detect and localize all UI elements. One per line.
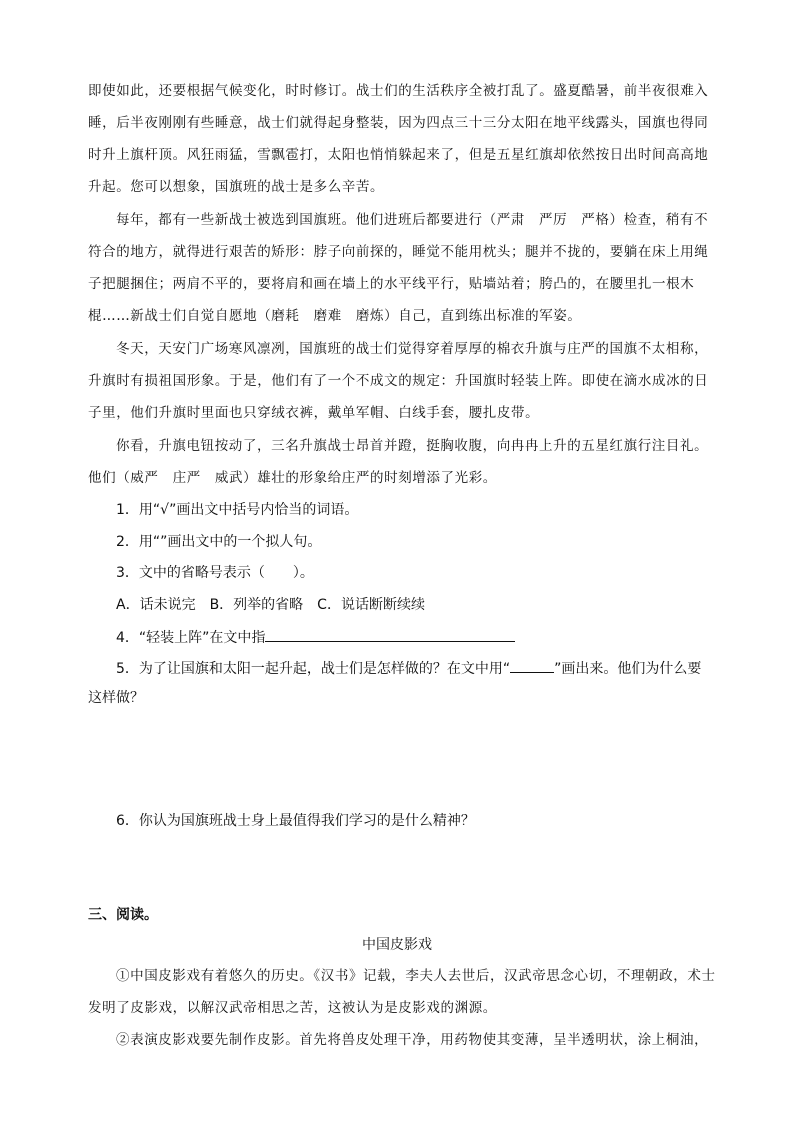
reading-line: 发明了皮影戏，以解汉武帝相思之苦，这被认为是皮影戏的渊源。: [88, 1000, 497, 1016]
answer-blank[interactable]: [265, 627, 515, 642]
question-1: 1．用“√”画出文中括号内恰当的词语。: [116, 502, 359, 518]
underline-sample: [510, 658, 554, 673]
question-5-continued: 这样做？: [88, 690, 144, 706]
passage-line: 你看，升旗电钮按动了，三名升旗战士昂首并蹬，挺胸收腹，向冉冉上升的五星红旗行注目礼。: [116, 438, 709, 454]
reading-title: 中国皮影戏: [362, 937, 432, 953]
question-4-text: 4．“轻装上阵”在文中指: [116, 630, 266, 646]
passage-line: 符合的地方，就得进行艰苦的矫形：脖子向前探的，睡觉不能用枕头；腿并不拢的，要躺在床上用绳: [88, 244, 709, 260]
passage-line: 他们（威严 庄严 威武）雄壮的形象给庄严的时刻增添了光彩。: [88, 470, 497, 486]
question-5-text-a: 5．为了让国旗和太阳一起升起，战士们是怎样做的？在文中用“: [116, 661, 511, 677]
question-6: 6．你认为国旗班战士身上最值得我们学习的是什么精神？: [116, 813, 475, 829]
question-5-text-b: ”画出来。他们为什么要: [554, 661, 702, 677]
reading-line: ②表演皮影戏要先制作皮影。首先将兽皮处理干净，用药物使其变薄，呈半透明状，涂上桐油，: [116, 1032, 709, 1048]
passage-line: 睡，后半夜刚刚有些睡意，战士们就得起身整装，因为四点三十三分太阳在地平线露头，国旗也得同: [88, 115, 709, 131]
question-3: 3．文中的省略号表示（ ）。: [116, 565, 314, 581]
question-3-options: A．话未说完 B．列举的省略 C．说话断断续续: [116, 597, 425, 613]
passage-line: 时升上旗杆顶。风狂雨猛，雪飘雹打，太阳也悄悄躲起来了，但是五星红旗却依然按日出时间高高地: [88, 147, 709, 163]
question-2: 2．用“”画出文中的一个拟人句。: [116, 534, 322, 550]
passage-line: 子把腿捆住；两肩不平的，要将肩和画在墙上的水平线平行，贴墙站着；胯凸的，在腰里扎一根木: [88, 276, 695, 292]
passage-line: 升旗时有损祖国形象。于是，他们有了一个不成文的规定：升国旗时轻装上阵。即使在滴水成冰的日: [88, 373, 709, 389]
question-5: [116, 658, 701, 679]
passage-line: 每年，都有一些新战士被选到国旗班。他们进班后都要进行（严肃 严厉 严格）检查，稍有不: [116, 212, 709, 228]
section-heading: 三、阅读。: [88, 907, 158, 923]
passage-line: 升起。您可以想象，国旗班的战士是多么辛苦。: [88, 179, 385, 195]
passage-line: 棍……新战士们自觉自愿地（磨耗 磨难 磨炼）自己，直到练出标准的军姿。: [88, 308, 582, 324]
question-4: [116, 627, 515, 648]
passage-line: 冬天，天安门广场寒风凛冽，国旗班的战士们觉得穿着厚厚的棉衣升旗与庄严的国旗不太相称，: [116, 341, 709, 357]
passage-line: 即使如此，还要根据气候变化，时时修订。战士们的生活秩序全被打乱了。盛夏酷暑，前半夜很难入: [88, 83, 709, 99]
reading-line: ①中国皮影戏有着悠久的历史。《汉书》记载，李夫人去世后，汉武帝思念心切，不理朝政，术士: [116, 968, 716, 984]
passage-line: 子里，他们升旗时里面也只穿绒衣裤，戴单军帽、白线手套，腰扎皮带。: [88, 405, 540, 421]
